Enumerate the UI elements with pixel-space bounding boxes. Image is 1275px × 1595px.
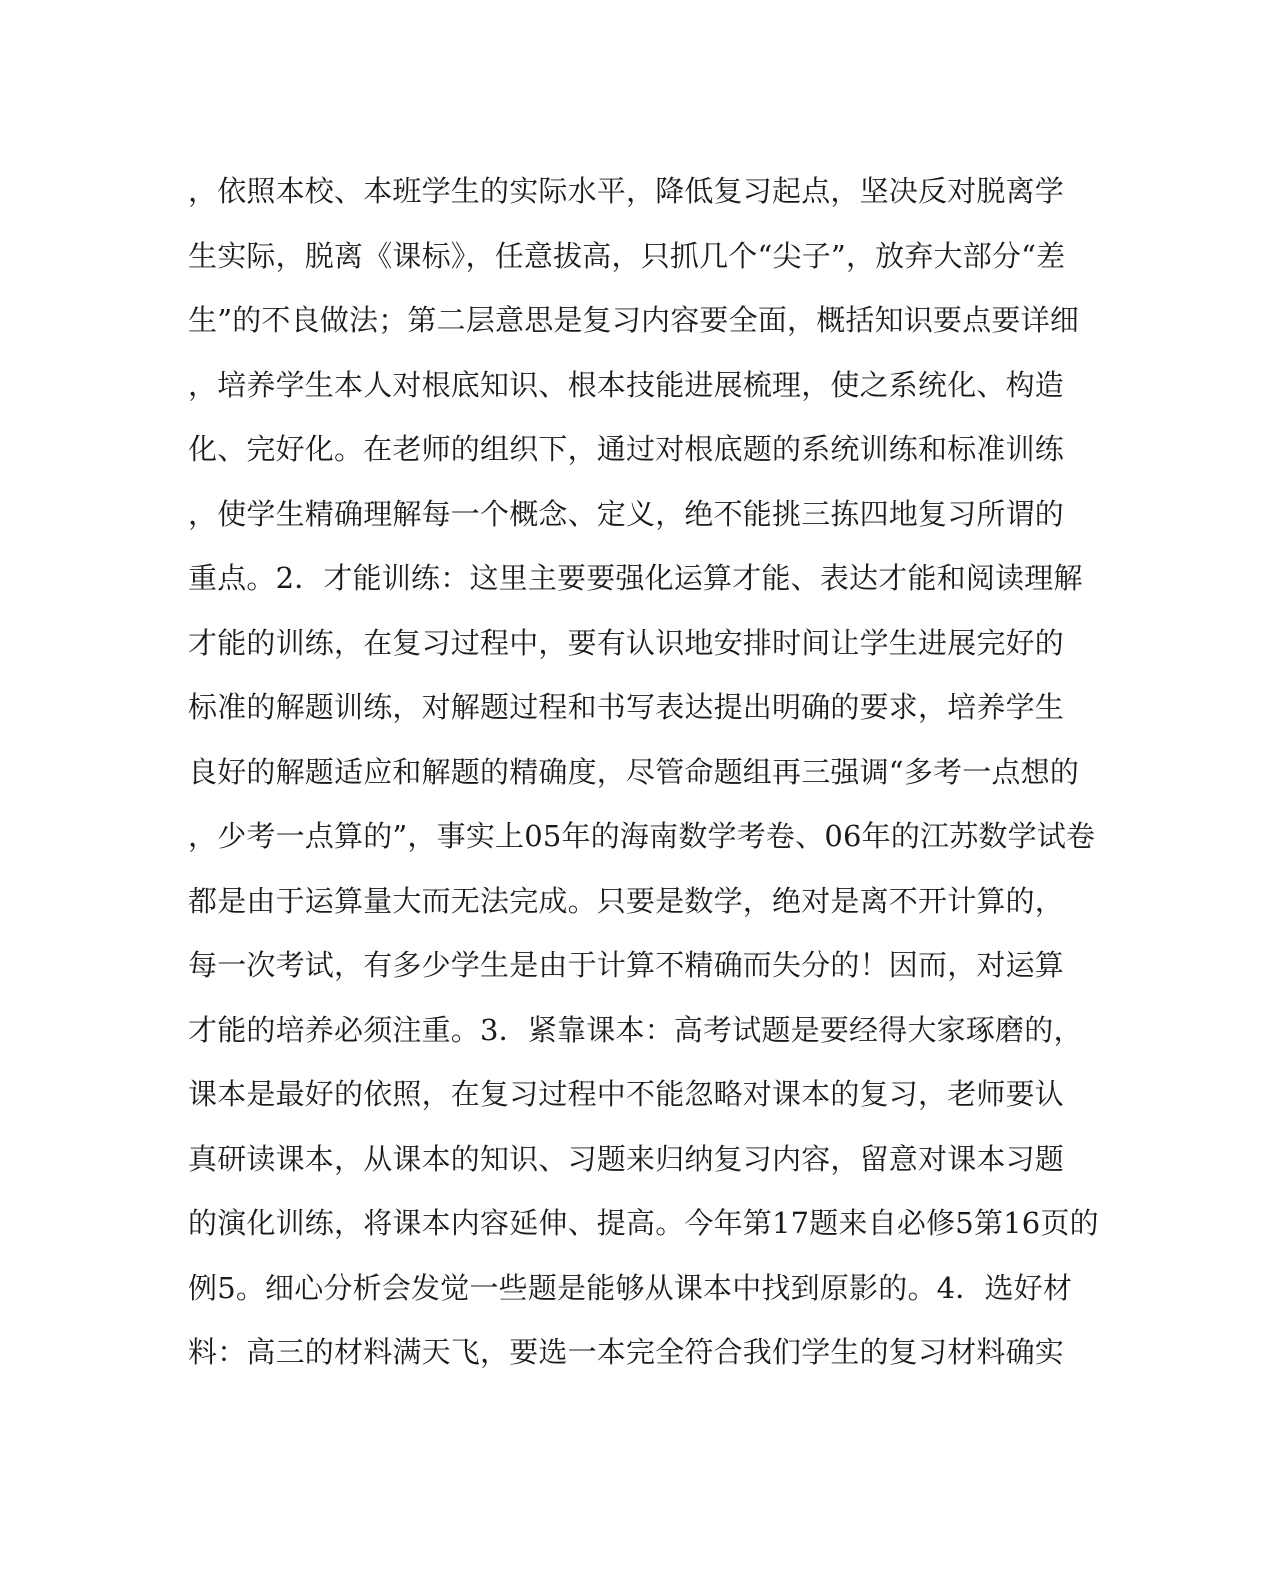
text-line: 才能的培养必须注重。3．紧靠课本：高考试题是要经得大家琢磨的， (188, 1012, 1083, 1047)
text-line: ，少考一点算的”，事实上05年的海南数学考卷、06年的江苏数学试卷 (188, 819, 1096, 853)
body-text (188, 166, 1099, 1392)
text-line: 真研读课本，从课本的知识、习题来归纳复习内容，留意对课本习题 (188, 1141, 1065, 1176)
text-line: 每一次考试，有多少学生是由于计算不精确而失分的！因而，对运算 (188, 948, 1065, 982)
text-line: ，依照本校、本班学生的实际水平，降低复习起点，坚决反对脱离学 (188, 174, 1065, 208)
text-line: 才能的训练，在复习过程中，要有认识地安排时间让学生进展完好的 (188, 625, 1065, 660)
text-line: 重点。2．才能训练：这里主要要强化运算才能、表达才能和阅读理解 (188, 561, 1083, 595)
text-line: 课本是最好的依照，在复习过程中不能忽略对课本的复习，老师要认 (188, 1077, 1065, 1111)
text-line: 生实际，脱离《课标》，任意拔高，只抓几个“尖子”，放弃大部分“差 (188, 238, 1066, 273)
text-line: 生”的不良做法；第二层意思是复习内容要全面，概括知识要点要详细 (188, 303, 1080, 337)
text-line: 例5。细心分析会发觉一些题是能够从课本中找到原影的。4．选好材 (188, 1270, 1073, 1305)
text-line: ，培养学生本人对根底知识、根本技能进展梳理，使之系统化、构造 (188, 367, 1065, 402)
text-line: 良好的解题适应和解题的精确度，尽管命题组再三强调“多考一点想的 (188, 754, 1080, 789)
text-line: 都是由于运算量大而无法完成。只要是数学，绝对是离不开计算的， (188, 883, 1065, 918)
text-line: 的演化训练，将课本内容延伸、提高。今年第17题来自必修5第16页的 (188, 1206, 1099, 1240)
text-line: 料：高三的材料满天飞，要选一本完全符合我们学生的复习材料确实 (188, 1335, 1065, 1369)
text-line: 化、完好化。在老师的组织下，通过对根底题的系统训练和标准训练 (188, 432, 1065, 466)
text-line: 标准的解题训练，对解题过程和书写表达提出明确的要求，培养学生 (188, 690, 1065, 724)
text-line: ，使学生精确理解每一个概念、定义，绝不能挑三拣四地复习所谓的 (188, 496, 1065, 531)
